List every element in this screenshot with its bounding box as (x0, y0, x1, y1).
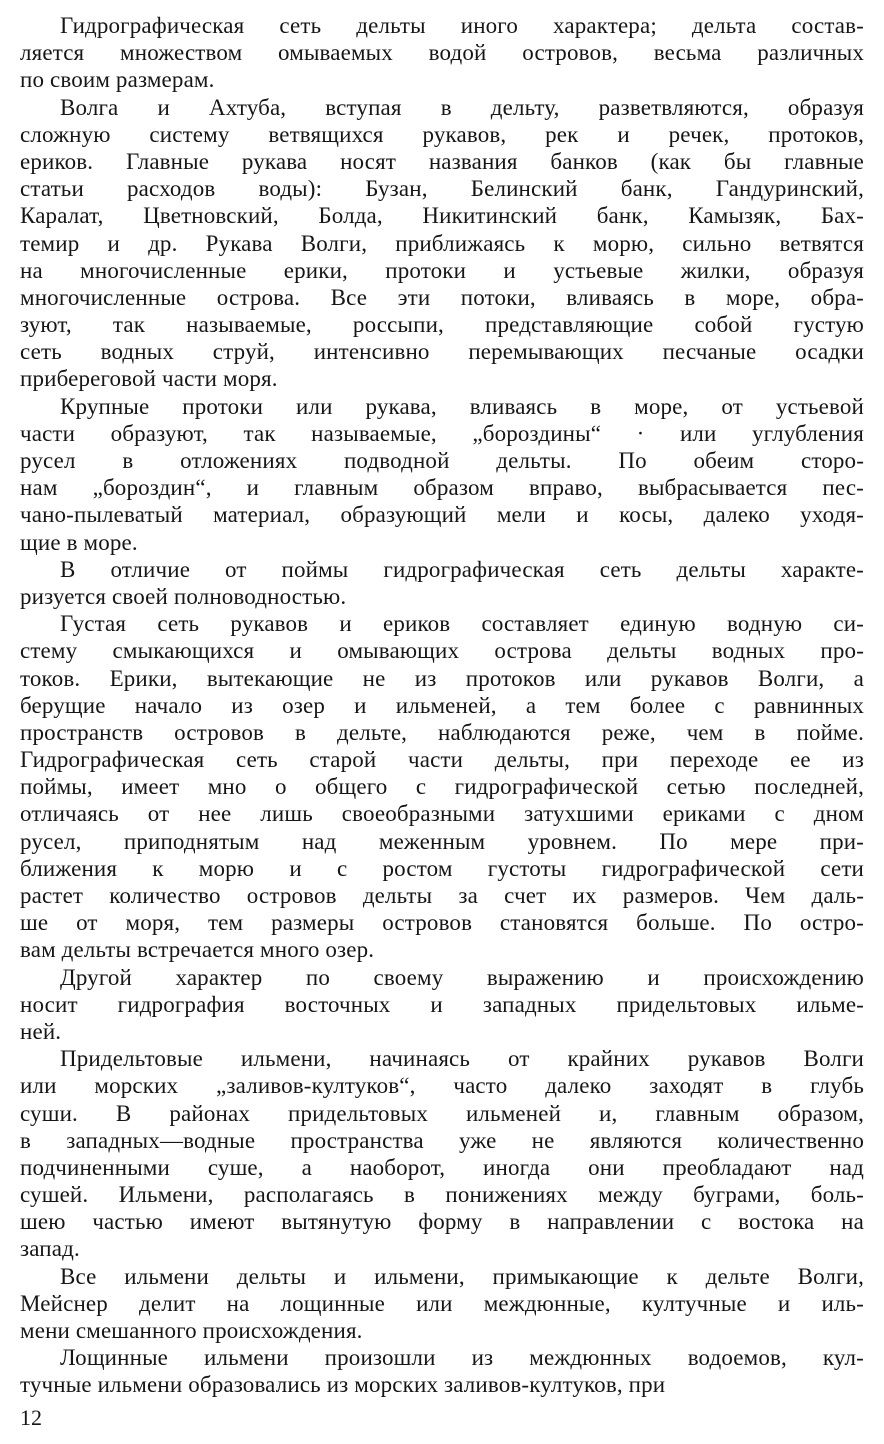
text-line: подчиненными суше, а наоборот, иногда они преобладают над (20, 1154, 864, 1180)
text-line: токов. Ерики, вытекающие не из протоков или рукавов Волги, а (20, 665, 864, 691)
text-line: нам „бороздин“, и главным образом вправо, выбрасывается пес- (20, 475, 864, 501)
text-line: зуют, так называемые, россыпи, представляющие собой густую (20, 312, 864, 338)
paragraph (20, 1344, 864, 1398)
text-line: мени смешанного происхождения. (20, 1318, 363, 1343)
text-line: сушей. Ильмени, располагаясь в понижениях между буграми, боль- (20, 1182, 864, 1208)
text-line: Лощинные ильмени произошли из междюнных водоемов, кул- (60, 1345, 864, 1371)
text-line: Крупные протоки или рукава, вливаясь в море, от устьевой (60, 393, 864, 419)
paragraph (20, 1045, 864, 1263)
text-line: берущие начало из озер и ильменей, а тем более с равнинных (20, 692, 864, 718)
paragraph (20, 94, 864, 393)
text-line: ближения к морю и с ростом густоты гидрографической сети (20, 855, 864, 881)
text-line: Гидрографическая сеть старой части дельты, при переходе ее из (20, 747, 864, 773)
text-line: Другой характер по своему выражению и происхождению (60, 964, 864, 990)
text-line: чано-пылеватый материал, образующий мели и косы, далеко уходя- (20, 502, 864, 528)
text-line: поймы, имеет мно о общего с гидрографической сетью последней, (20, 774, 864, 800)
text-line: В отличие от поймы гидрографическая сеть дельты характе- (60, 556, 864, 582)
text-line: тучные ильмени образовались из морских заливов-култуков, при (20, 1372, 666, 1398)
text-line: русел в отложениях подводной дельты. По обеим сторо- (20, 448, 864, 473)
text-line: части образуют, так называемые, „бороздины“ · или углубления (20, 420, 864, 446)
text-line: сложную систему ветвящихся рукавов, рек и речек, протоков, (20, 121, 864, 147)
text-line: темир и др. Рукава Волги, приближаясь к морю, сильно ветвятся (20, 230, 864, 256)
text-line: Волга и Ахтуба, вступая в дельту, разветвляются, образуя (60, 94, 864, 120)
text-line: пространств островов в дельте, наблюдаются реже, чем в пойме. (20, 719, 864, 745)
text-line: Густая сеть рукавов и ериков составляет единую водную си- (60, 611, 864, 637)
paragraph (20, 964, 864, 1046)
text-line: Все ильмени дельты и ильмени, примыкающие к дельте Волги, (60, 1263, 864, 1289)
text-line: в западных—водные пространства уже не являются количественно (20, 1127, 864, 1153)
paragraph (20, 12, 864, 94)
text-line: сеть водных струй, интенсивно перемывающих песчаные осадки (20, 339, 864, 365)
text-line: шею частью имеют вытянутую форму в направлении с востока на (20, 1209, 864, 1235)
text-line: многочисленные острова. Все эти потоки, вливаясь в море, обра- (20, 284, 864, 310)
page-text (20, 12, 864, 1399)
text-line: Каралат, Цветновский, Болда, Никитинский банк, Камызяк, Бах- (20, 203, 864, 229)
text-line: ше от моря, тем размеры островов становятся больше. По остро- (20, 910, 864, 936)
paragraph (20, 610, 864, 963)
text-line: русел, приподнятым над меженным уровнем. По мере при- (20, 828, 864, 854)
page-number: 12 (20, 1405, 42, 1430)
text-line: вам дельты встречается много озер. (20, 937, 375, 963)
text-line: Мейснер делит на лощинные или междюнные, култучные и иль- (20, 1290, 864, 1316)
text-line: ризуется своей полноводностью. (20, 583, 347, 609)
text-line: Гидрографическая сеть дельты иного характера; дельта состав- (60, 13, 864, 38)
text-line: стему смыкающихся и омывающих острова дельты водных про- (20, 638, 864, 664)
text-line: ляется множеством омываемых водой островов, весьма различных (20, 40, 864, 66)
text-line: щие в море. (20, 529, 138, 555)
text-line: ней. (20, 1018, 62, 1044)
text-line: по своим размерам. (20, 67, 215, 93)
text-line: растет количество островов дельты за счет их размеров. Чем даль- (20, 883, 864, 908)
text-line: суши. В районах придельтовых ильменей и, главным образом, (20, 1100, 864, 1126)
text-line: статьи расходов воды): Бузан, Белинский банк, Гандуринский, (20, 176, 864, 202)
paragraph (20, 393, 864, 556)
paragraph (20, 1263, 864, 1345)
text-line: носит гидрография восточных и западных придельтовых ильме- (20, 991, 864, 1017)
text-line: ериков. Главные рукава носят названия банков (как бы главные (20, 148, 864, 174)
text-line: запад. (20, 1236, 80, 1262)
text-line: прибереговой части моря. (20, 366, 278, 392)
text-line: отличаясь от нее лишь своеобразными затухшими ериками с дном (20, 801, 864, 827)
text-line: или морских „заливов-култуков“, часто далеко заходят в глубь (20, 1073, 864, 1099)
paragraph (20, 556, 864, 610)
text-line: Придельтовые ильмени, начинаясь от крайних рукавов Волги (60, 1046, 864, 1072)
text-line: на многочисленные ерики, протоки и устьевые жилки, образуя (20, 257, 864, 283)
